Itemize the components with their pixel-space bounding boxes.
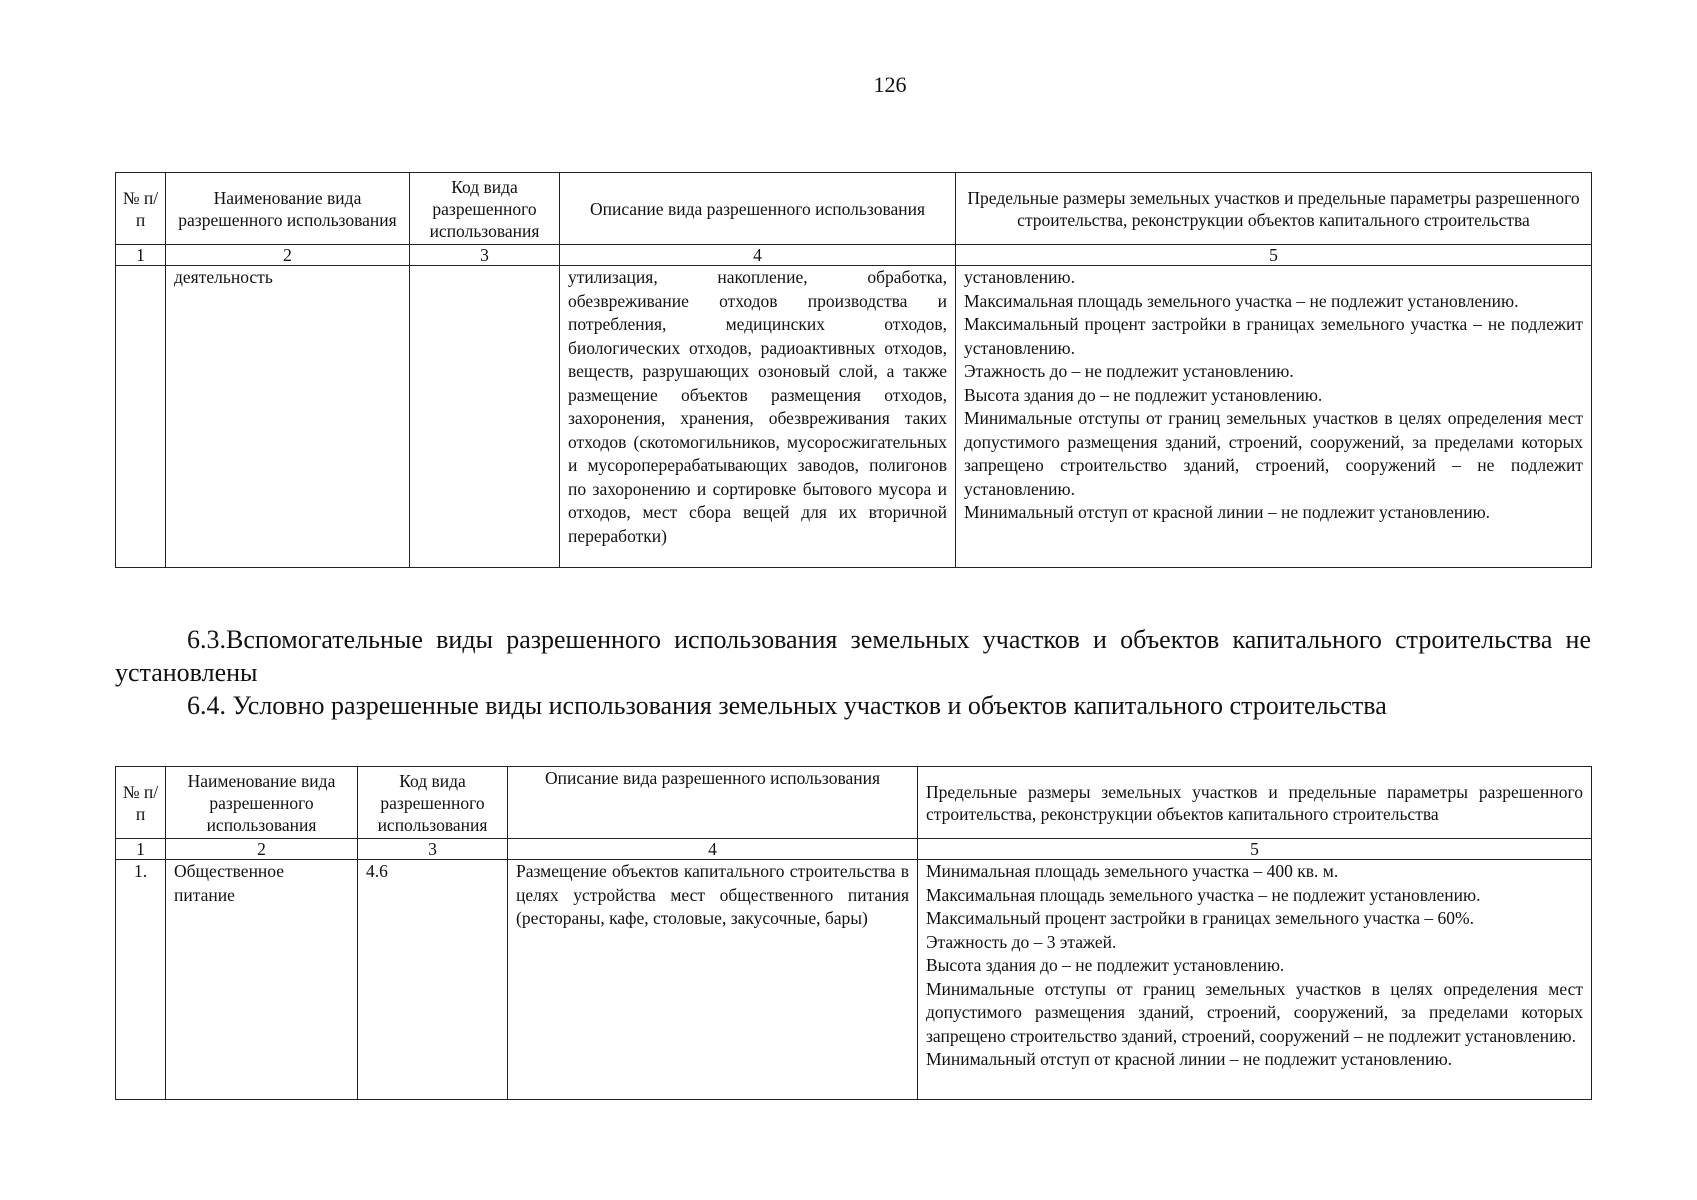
column-number: 5 bbox=[956, 245, 1592, 266]
parameter-line: Минимальный отступ от красной линии – не подлежит установлению. bbox=[926, 1049, 1453, 1069]
column-number-row bbox=[116, 245, 1592, 266]
section-heading-6-3: 6.3.Вспомогательные виды разрешенного использования земельных участков и объектов капитального строительства не установлены bbox=[115, 625, 1591, 687]
table-row bbox=[116, 266, 1592, 568]
column-number-row bbox=[116, 839, 1592, 860]
permitted-use-table-main bbox=[115, 172, 1592, 568]
parameter-line: Высота здания до – не подлежит установлению. bbox=[964, 384, 1323, 405]
parameter-line: Минимальная площадь земельного участка – 400 кв. м. bbox=[926, 861, 1339, 881]
use-name-cell: деятельность bbox=[166, 266, 410, 568]
parameter-line: Этажность до – не подлежит установлению. bbox=[964, 361, 1294, 381]
table-row bbox=[116, 860, 1592, 1100]
column-number: 3 bbox=[410, 245, 560, 266]
page-number: 126 bbox=[873, 72, 907, 97]
header-cell-use-name: Наименование вида разрешенного использования bbox=[166, 173, 410, 245]
column-number: 5 bbox=[918, 839, 1592, 860]
use-name-cell: Общественное питание bbox=[166, 860, 358, 1100]
parameter-line: Минимальные отступы от границ земельных участков в целях определения мест допустимого размещения зданий, строений, сооружений, за пределами которых запрещено строительство зданий, строений, сооружений – не подлежит установлению. bbox=[926, 978, 1583, 1046]
parameter-line: Этажность до – 3 этажей. bbox=[926, 931, 1117, 952]
parameter-line: Максимальный процент застройки в границах земельного участка – 60%. bbox=[926, 908, 1475, 928]
use-code-cell: 4.6 bbox=[358, 860, 508, 1100]
header-cell-use-code: Код вида разрешенного использования bbox=[410, 173, 560, 245]
header-cell-use-name: Наименование вида разрешенного использования bbox=[166, 767, 358, 839]
header-cell-parameters: Предельные размеры земельных участков и предельные параметры разрешенного строительства, реконструкции объектов капитального строительства bbox=[956, 173, 1592, 245]
column-number: 1 bbox=[116, 839, 166, 860]
column-number: 2 bbox=[166, 839, 358, 860]
column-number: 3 bbox=[358, 839, 508, 860]
column-number: 4 bbox=[560, 245, 956, 266]
parameter-line: установлению. bbox=[964, 267, 1075, 287]
row-number-cell: 1. bbox=[116, 860, 166, 1100]
table-header-row bbox=[116, 767, 1592, 839]
header-cell-number: № п/п bbox=[116, 173, 166, 245]
header-cell-parameters: Предельные размеры земельных участков и предельные параметры разрешенного строительства, реконструкции объектов капитального строительства bbox=[918, 767, 1592, 839]
parameter-line: Максимальная площадь земельного участка – не подлежит установлению. bbox=[964, 290, 1519, 311]
parameters-cell bbox=[956, 266, 1592, 568]
parameter-line: Максимальная площадь земельного участка – не подлежит установлению. bbox=[926, 884, 1481, 905]
header-cell-use-description: Описание вида разрешенного использования bbox=[508, 767, 918, 839]
use-description-cell: Размещение объектов капитального строительства в целях устройства мест общественного питания (рестораны, кафе, столовые, закусочные, бары) bbox=[508, 860, 918, 1100]
table-header-row bbox=[116, 173, 1592, 245]
column-number: 1 bbox=[116, 245, 166, 266]
use-code-cell bbox=[410, 266, 560, 568]
column-number: 4 bbox=[508, 839, 918, 860]
parameters-cell bbox=[918, 860, 1592, 1100]
conditional-use-table bbox=[115, 766, 1592, 1100]
row-number-cell bbox=[116, 266, 166, 568]
column-number: 2 bbox=[166, 245, 410, 266]
parameter-line: Максимальный процент застройки в границах земельного участка – не подлежит установлению. bbox=[964, 314, 1583, 358]
header-cell-use-code: Код вида разрешенного использования bbox=[358, 767, 508, 839]
parameter-line: Высота здания до – не подлежит установлению. bbox=[926, 955, 1285, 975]
header-cell-number: № п/п bbox=[116, 767, 166, 839]
header-cell-use-description: Описание вида разрешенного использования bbox=[560, 173, 956, 245]
use-description-cell: утилизация, накопление, обработка, обезвреживание отходов производства и потребления, медицинских отходов, биологических отходов, радиоактивных отходов, веществ, разрушающих озоновый слой, а также размещение объектов размещения отходов, захоронения, хранения, обезвреживания таких отходов (скотомогильников, мусоросжигательных и мусороперерабатывающих заводов, полигонов по захоронению и сортировке бытового мусора и отходов, мест сбора вещей для их вторичной переработки) bbox=[560, 266, 956, 568]
parameter-line: Минимальный отступ от красной линии – не подлежит установлению. bbox=[964, 502, 1491, 522]
parameter-line: Минимальные отступы от границ земельных участков в целях определения мест допустимого размещения зданий, строений, сооружений, за пределами которых запрещено строительство зданий, строений, сооружений – не подлежит установлению. bbox=[964, 408, 1583, 499]
section-heading-6-4: 6.4. Условно разрешенные виды использования земельных участков и объектов капитального строительства bbox=[187, 691, 1387, 720]
